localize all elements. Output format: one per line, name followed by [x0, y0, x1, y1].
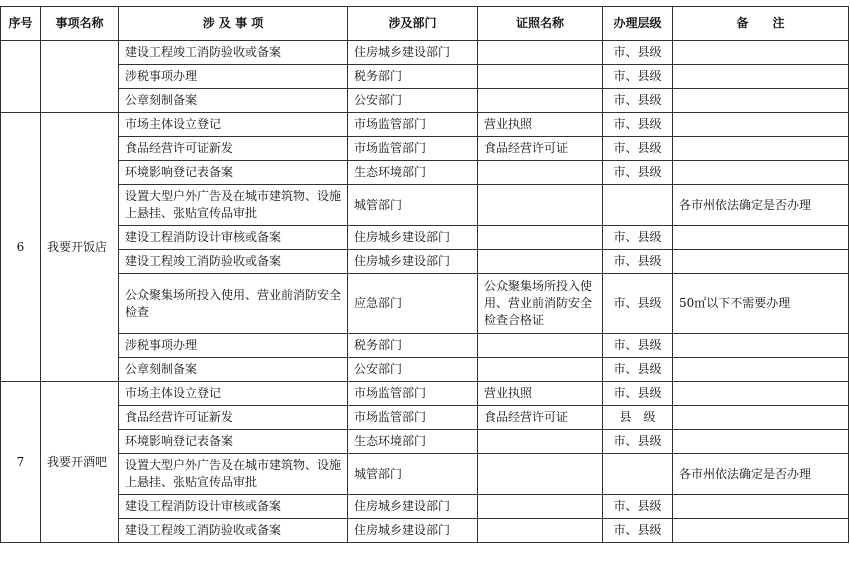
dept-cell: 住房城乡建设部门 [348, 226, 478, 250]
dept-cell: 应急部门 [348, 274, 478, 334]
table-row [1, 250, 849, 274]
item-cell: 建设工程竣工消防验收或备案 [119, 41, 348, 65]
dept-cell: 住房城乡建设部门 [348, 250, 478, 274]
license-cell: 食品经营许可证 [478, 137, 603, 161]
dept-cell: 税务部门 [348, 334, 478, 358]
header-dept: 涉及部门 [348, 7, 478, 41]
item-cell: 建设工程消防设计审核或备案 [119, 495, 348, 519]
level-cell: 市、县级 [603, 226, 673, 250]
table-row [1, 41, 849, 65]
note-cell: 50㎡以下不需要办理 [673, 274, 849, 334]
level-cell: 市、县级 [603, 519, 673, 543]
header-level: 办理层级 [603, 7, 673, 41]
header-name: 事项名称 [41, 7, 119, 41]
item-cell: 市场主体设立登记 [119, 113, 348, 137]
license-cell [478, 334, 603, 358]
license-cell [478, 185, 603, 226]
note-cell: 各市州依法确定是否办理 [673, 454, 849, 495]
table-row [1, 65, 849, 89]
header-no: 序号 [1, 7, 41, 41]
item-cell: 涉税事项办理 [119, 65, 348, 89]
license-cell: 营业执照 [478, 382, 603, 406]
header-row [1, 7, 849, 41]
level-cell: 市、县级 [603, 250, 673, 274]
note-cell [673, 382, 849, 406]
dept-cell: 生态环境部门 [348, 161, 478, 185]
dept-cell: 城管部门 [348, 185, 478, 226]
level-cell: 县 级 [603, 406, 673, 430]
matters-table [0, 6, 849, 543]
table-row [1, 430, 849, 454]
license-cell [478, 65, 603, 89]
table-row [1, 185, 849, 226]
item-cell: 食品经营许可证新发 [119, 137, 348, 161]
level-cell: 市、县级 [603, 334, 673, 358]
note-cell [673, 250, 849, 274]
item-cell: 公章刻制备案 [119, 358, 348, 382]
table-row [1, 358, 849, 382]
license-cell [478, 226, 603, 250]
level-cell: 市、县级 [603, 89, 673, 113]
item-cell: 食品经营许可证新发 [119, 406, 348, 430]
table-row [1, 274, 849, 334]
license-cell [478, 454, 603, 495]
license-cell: 营业执照 [478, 113, 603, 137]
license-cell [478, 250, 603, 274]
table-row [1, 406, 849, 430]
dept-cell: 生态环境部门 [348, 430, 478, 454]
license-cell [478, 41, 603, 65]
table-body [1, 41, 849, 543]
note-cell [673, 89, 849, 113]
item-cell: 涉税事项办理 [119, 334, 348, 358]
note-cell [673, 358, 849, 382]
header-license: 证照名称 [478, 7, 603, 41]
level-cell: 市、县级 [603, 274, 673, 334]
level-cell: 市、县级 [603, 382, 673, 406]
item-cell: 环境影响登记表备案 [119, 430, 348, 454]
group-number [1, 41, 41, 113]
license-cell [478, 519, 603, 543]
item-cell: 建设工程竣工消防验收或备案 [119, 519, 348, 543]
license-cell [478, 430, 603, 454]
note-cell [673, 495, 849, 519]
table-row [1, 382, 849, 406]
note-cell [673, 137, 849, 161]
note-cell [673, 41, 849, 65]
header-note: 备 注 [673, 7, 849, 41]
dept-cell: 市场监管部门 [348, 137, 478, 161]
dept-cell: 税务部门 [348, 65, 478, 89]
group-name: 我要开酒吧 [41, 382, 119, 543]
item-cell: 公众聚集场所投入使用、营业前消防安全检查 [119, 274, 348, 334]
level-cell: 市、县级 [603, 137, 673, 161]
group-number: 6 [1, 113, 41, 382]
dept-cell: 市场监管部门 [348, 113, 478, 137]
item-cell: 建设工程竣工消防验收或备案 [119, 250, 348, 274]
item-cell: 设置大型户外广告及在城市建筑物、设施上悬挂、张贴宣传品审批 [119, 185, 348, 226]
note-cell: 各市州依法确定是否办理 [673, 185, 849, 226]
dept-cell: 城管部门 [348, 454, 478, 495]
item-cell: 建设工程消防设计审核或备案 [119, 226, 348, 250]
item-cell: 设置大型户外广告及在城市建筑物、设施上悬挂、张贴宣传品审批 [119, 454, 348, 495]
note-cell [673, 334, 849, 358]
license-cell: 食品经营许可证 [478, 406, 603, 430]
license-cell [478, 89, 603, 113]
dept-cell: 公安部门 [348, 358, 478, 382]
level-cell: 市、县级 [603, 430, 673, 454]
note-cell [673, 113, 849, 137]
table-row [1, 334, 849, 358]
level-cell [603, 185, 673, 226]
license-cell: 公众聚集场所投入使用、营业前消防安全检查合格证 [478, 274, 603, 334]
table-row [1, 161, 849, 185]
dept-cell: 市场监管部门 [348, 382, 478, 406]
header-item: 涉 及 事 项 [119, 7, 348, 41]
note-cell [673, 406, 849, 430]
table-row [1, 495, 849, 519]
item-cell: 环境影响登记表备案 [119, 161, 348, 185]
note-cell [673, 519, 849, 543]
dept-cell: 公安部门 [348, 89, 478, 113]
table-row [1, 226, 849, 250]
dept-cell: 住房城乡建设部门 [348, 41, 478, 65]
group-name: 我要开饭店 [41, 113, 119, 382]
dept-cell: 市场监管部门 [348, 406, 478, 430]
license-cell [478, 495, 603, 519]
item-cell: 公章刻制备案 [119, 89, 348, 113]
level-cell: 市、县级 [603, 161, 673, 185]
note-cell [673, 430, 849, 454]
level-cell: 市、县级 [603, 41, 673, 65]
level-cell [603, 454, 673, 495]
level-cell: 市、县级 [603, 113, 673, 137]
note-cell [673, 226, 849, 250]
item-cell: 市场主体设立登记 [119, 382, 348, 406]
group-number: 7 [1, 382, 41, 543]
table-row [1, 89, 849, 113]
note-cell [673, 65, 849, 89]
table-row [1, 113, 849, 137]
group-name [41, 41, 119, 113]
license-cell [478, 358, 603, 382]
dept-cell: 住房城乡建设部门 [348, 495, 478, 519]
level-cell: 市、县级 [603, 495, 673, 519]
level-cell: 市、县级 [603, 358, 673, 382]
table-row [1, 137, 849, 161]
license-cell [478, 161, 603, 185]
dept-cell: 住房城乡建设部门 [348, 519, 478, 543]
note-cell [673, 161, 849, 185]
table-row [1, 454, 849, 495]
level-cell: 市、县级 [603, 65, 673, 89]
table-row [1, 519, 849, 543]
